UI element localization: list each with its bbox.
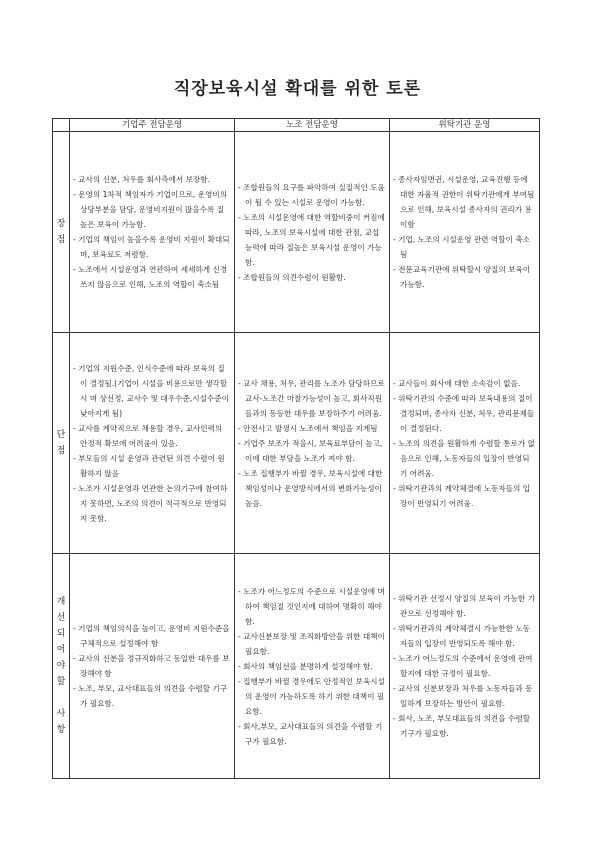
row-label-char: [53, 690, 69, 706]
bullet-item: - 교사들이 회사에 대한 소속감이 없음.: [393, 376, 536, 391]
row-label-char: 선: [56, 613, 66, 623]
row-label-char: 사: [56, 709, 66, 719]
document-title: 직장보육시설 확대를 위한 토론: [173, 79, 422, 99]
bullet-item: - 노조의 의견을 원활하게 수렴할 통로가 없음으로 인해, 노동자들의 입장이 반영되기 어려움.: [393, 436, 536, 481]
bullet-item: - 위탁기관과의 계약체결에 노동자들의 입장이 반영되기 어려움.: [393, 481, 536, 511]
row-label-char: 되: [56, 629, 66, 639]
row-label-disadvantages: [53, 333, 70, 554]
cell-advantages-union-run: [235, 132, 390, 333]
row-label-char: 점: [56, 446, 66, 456]
table-row-improvements: [53, 554, 540, 779]
bullet-item: - 부모들의 시설 운영과 관련된 의견 수렴이 원활하지 않음: [73, 451, 231, 481]
bullet-item: - 운영의 1차적 책임자가 기업이므로, 운영비의 상당부분을 담당, 운영비지원이 많을수록 질높은 보육이 가능함.: [73, 187, 231, 232]
cell-disadvantages-contracted-run: [390, 333, 540, 554]
bullet-item: - 집행부가 바뀔 경우에도 안정적인 보육시설의 운영이 가능하도록 하기 위한 대책이 필요함.: [238, 674, 386, 719]
bullet-item: - 기업의 책임의식을 높이고, 운영비 지원수준을 구체적으로 설정해야 함: [73, 621, 231, 651]
bullet-item: - 종사자임면권, 시설운영, 교육진행 등에 대한 자율적 권한이 위탁기관에게 부여됨으로 인해, 보육시설 종사자의 권리가 용이함: [393, 172, 536, 232]
bullet-item: - 교사신분보장 및 조직화방안을 위한 대책이 필요함.: [238, 629, 386, 659]
bullet-item: - 위탁기관과의 계약체결시 가능한한 노동자들의 입장이 반영되도록 해야 함.: [393, 621, 536, 651]
bullet-item: - 안전사고 발생시 노조에서 책임을 지게됨: [238, 421, 386, 436]
bullet-item: - 회사,부모, 교사대표들의 의견을 수렴할 기구가 필요함.: [238, 719, 386, 749]
bullet-item: - 기업의 지원수준, 인식수준에 따라 보육의 질이 결정됨.(기업이 시설을 비용으로만 생각할시 며 상선정, 교사수 및 대우수준,시설수준이 낮아지게 됨): [73, 361, 231, 421]
bullet-item: - 교사의 신분을 정규직화하고 동일한 대우를 보장해야 함: [73, 651, 231, 681]
row-label-char: 항: [56, 725, 66, 735]
row-label-improvements: [53, 554, 70, 779]
row-label-char: 단: [56, 430, 66, 440]
bullet-item: - 회사, 노조, 부모대표들의 의견을 수렴할 기구가 필요함.: [393, 711, 536, 741]
bullet-item: - 교사 채용, 처우, 관리를 노조가 담당하므로 교사-노조간 마찰가능성이 높고, 회사직원들과의 동등한 대우를 보장하주기 어려움.: [238, 376, 386, 421]
cell-improvements-employer-run: [70, 554, 235, 779]
bullet-item: - 노조가 어느정도의 수준으로 시설운영에 며하여 책임질 것인지에 대하여 명확히 해야 함.: [238, 584, 386, 629]
row-label-char: 어: [56, 645, 66, 655]
row-label-char: 점: [56, 235, 66, 245]
bullet-item: - 기업의 책임이 높을수록 운영비 지원이 확대되며, 보육료도 저렴함.: [73, 232, 231, 262]
header-contracted-run: 위탁기관 운영: [390, 119, 540, 132]
bullet-item: - 노조가 시설운영과 연관한 논의기구에 참여하지 못하면, 노조의 의견이 적극적으로 반영되지 못함.: [73, 481, 231, 526]
bullet-item: - 노조 집행부가 바뀔 경우, 보육시설에 대한 책임성이나 운영방식에서의 변화가능성이 높음.: [238, 466, 386, 511]
bullet-item: - 노조, 부모, 교사대표들의 의견을 수렴할 기구가 필요함.: [73, 681, 231, 711]
cell-disadvantages-employer-run: [70, 333, 235, 554]
bullet-item: - 회사의 책임선을 분명하게 설정해야 함.: [238, 659, 386, 674]
header-employer-run: 기업주 전담운영: [70, 119, 235, 132]
table-header-row: [53, 119, 540, 132]
bullet-item: - 위탁기관 선정시 양질의 보육이 가능한 기관으로 선정해야 함.: [393, 591, 536, 621]
bullet-item: - 전문교육기관에 위탁할시 양질의 보육이 가능함.: [393, 262, 536, 292]
row-label-char: 야: [56, 661, 66, 671]
bullet-item: - 기업, 노조의 시설운영 관련 역할이 축소됨: [393, 232, 536, 262]
row-label-advantages: [53, 132, 70, 333]
cell-disadvantages-union-run: [235, 333, 390, 554]
row-label-char: 할: [56, 677, 66, 687]
cell-improvements-contracted-run: [390, 554, 540, 779]
table-row-advantages: [53, 132, 540, 333]
header-corner: [53, 119, 70, 132]
cell-advantages-contracted-run: [390, 132, 540, 333]
bullet-item: - 조합원들의 요구를 파악하여 실질적인 도움이 될 수 있는 시설로 운영이 가능함.: [238, 180, 386, 210]
bullet-item: - 조합원들의 의견수렴이 원활함.: [238, 270, 386, 285]
bullet-item: - 위탁기관의 수준에 따라 보육내용의 질이 결정되며, 종사자 신분, 처우, 관리문제들이 결정된다.: [393, 391, 536, 436]
row-label-char: 장: [56, 219, 66, 229]
bullet-item: - 노조의 시설운영에 대한 역할비중이 커짐에 따라, 노조의 보육시설에 대한 관점, 교섭능력에 따라 질높은 보육시설 운영이 가능함.: [238, 210, 386, 270]
bullet-item: - 교사의 신분보장과 처우를 노동자들과 동일하게 보장하는 방안이 필요함.: [393, 681, 536, 711]
comparison-table: [52, 118, 540, 779]
cell-advantages-employer-run: [70, 132, 235, 333]
header-union-run: 노조 전담운영: [235, 119, 390, 132]
row-label-char: 개: [56, 597, 66, 607]
bullet-item: - 교사의 신분, 처우를 회사측에서 보장함.: [73, 172, 231, 187]
cell-improvements-union-run: [235, 554, 390, 779]
bullet-item: - 교사를 계약직으로 채용할 경우, 교사인력의 안정적 확보에 어려움이 있음.: [73, 421, 231, 451]
bullet-item: - 노조가 어느정도의 수준에서 운영에 관여할지에 대한 규정이 필요함.: [393, 651, 536, 681]
bullet-item: - 노조에서 시설운영과 연관하여 세세하게 신경쓰지 않음으로 인해, 노조의 역할이 축소됨: [73, 262, 231, 292]
table-row-disadvantages: [53, 333, 540, 554]
bullet-item: - 기업주 보조가 적을시, 보육료부담이 높고, 이에 대한 부담을 노조가 져야 함.: [238, 436, 386, 466]
